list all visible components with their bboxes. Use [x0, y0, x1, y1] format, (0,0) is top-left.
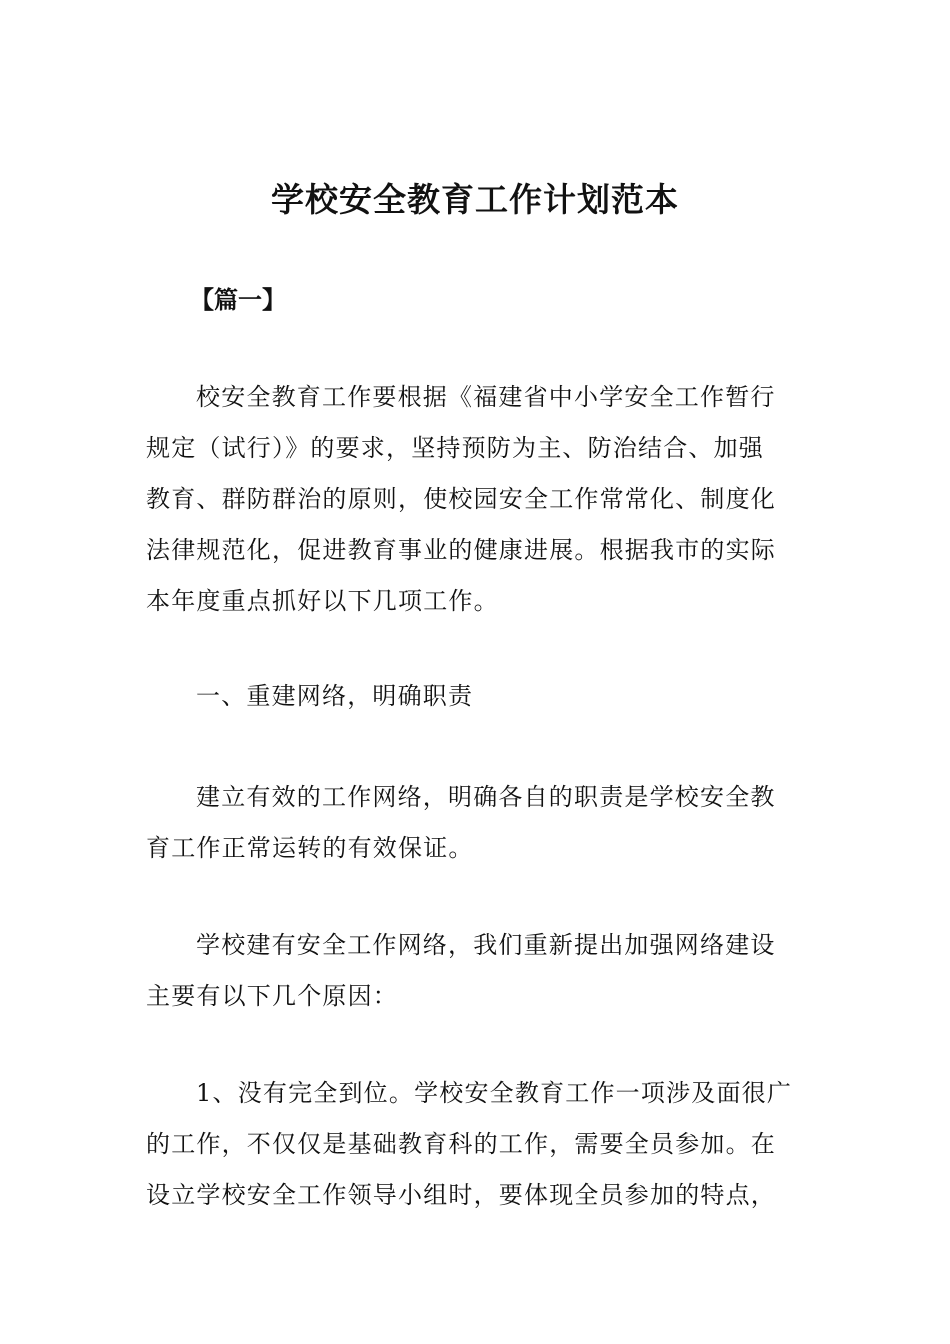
paragraph-reasons [146, 920, 810, 1022]
text-line: 的工作，不仅仅是基础教育科的工作，需要全员参加。在 [146, 1130, 776, 1158]
text-line: 建立有效的工作网络，明确各自的职责是学校安全教 [196, 783, 776, 811]
text-line: 一、重建网络，明确职责 [196, 682, 474, 710]
section-heading-1 [146, 671, 810, 722]
text-line: 学校建有安全工作网络，我们重新提出加强网络建设 [196, 931, 776, 959]
text-line: 1、没有完全到位。学校安全教育工作一项涉及面很广 [196, 1079, 793, 1107]
text-line: 主要有以下几个原因： [146, 982, 398, 1010]
section-tag: 【篇一】 [190, 286, 286, 314]
text-line: 规定（试行）》的要求，坚持预防为主、防治结合、加强 [146, 434, 764, 462]
text-line: 设立学校安全工作领导小组时，要体现全员参加的特点， [146, 1181, 776, 1209]
text-line: 本年度重点抓好以下几项工作。 [146, 587, 499, 615]
text-line: 法律规范化，促进教育事业的健康进展。根据我市的实际 [146, 536, 776, 564]
text-line: 校安全教育工作要根据《福建省中小学安全工作暂行 [196, 383, 776, 411]
paragraph-reason-1 [146, 1068, 810, 1221]
text-line: 教育、群防群治的原则，使校园安全工作常常化、制度化 [146, 485, 776, 513]
text-line: 育工作正常运转的有效保证。 [146, 834, 474, 862]
paragraph-intro [146, 372, 810, 627]
document-title: 学校安全教育工作计划范本 [271, 180, 679, 219]
paragraph-network [146, 772, 810, 874]
